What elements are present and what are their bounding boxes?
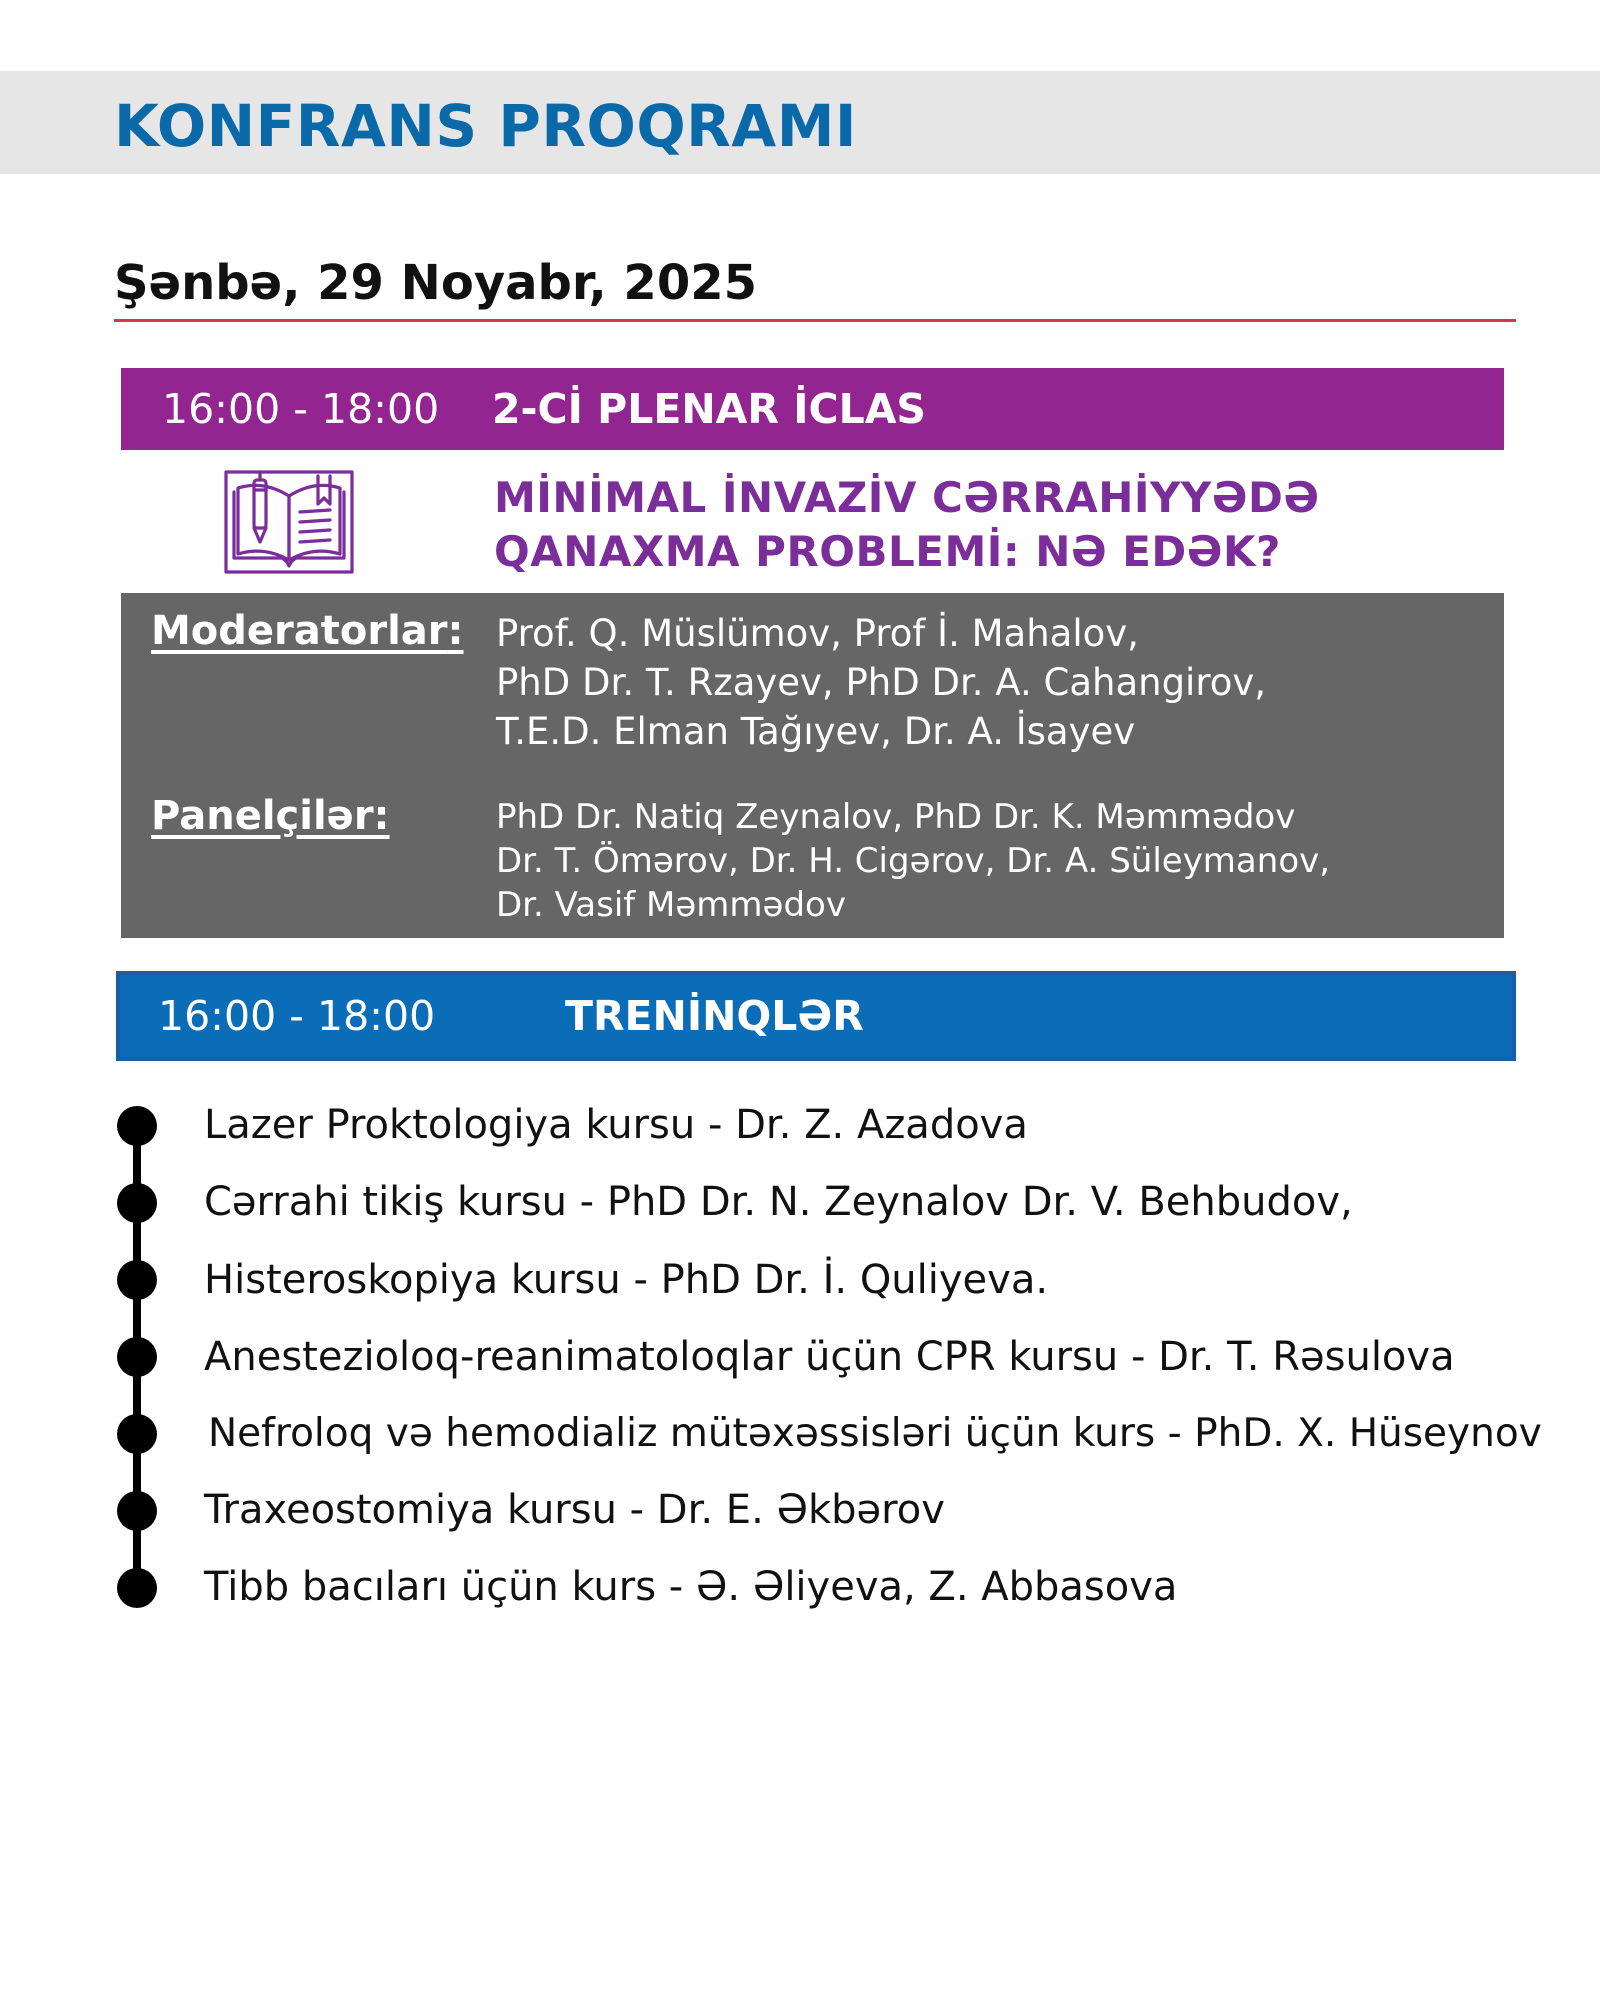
timeline-dot <box>117 1568 157 1608</box>
timeline-dot <box>117 1337 157 1377</box>
panelists-line-2: Dr. T. Ömərov, Dr. H. Cigərov, Dr. A. Süleymanov, <box>496 841 1331 881</box>
session-2-time: 16:00 - 18:00 <box>158 992 436 1040</box>
training-item: Traxeostomiya kursu - Dr. E. Əkbərov <box>204 1487 945 1533</box>
training-item: Nefroloq və hemodializ mütəxəssisləri üçün kurs - PhD. X. Hüseynov <box>208 1411 1542 1456</box>
panelists-label: Panelçilər: <box>151 793 390 839</box>
moderators-label <box>151 608 464 654</box>
moderators-label-colon: : <box>447 608 464 654</box>
training-item: Anestezioloq-reanimatoloqlar üçün CPR kursu - Dr. T. Rəsulova <box>204 1334 1455 1380</box>
open-book-pen-icon <box>224 470 354 574</box>
session-2-title: TRENİNQLƏR <box>565 992 864 1040</box>
session-1-title: 2-Cİ PLENAR İCLAS <box>492 385 926 433</box>
session-1-topic-line-1: MİNİMAL İNVAZİV CƏRRAHİYYƏDƏ <box>494 473 1320 522</box>
moderators-line-3: T.E.D. Elman Tağıyev, Dr. A. İsayev <box>496 710 1136 753</box>
session-1-time: 16:00 - 18:00 <box>162 385 440 433</box>
date-divider <box>114 319 1516 322</box>
timeline-dot <box>117 1414 157 1454</box>
training-item: Histeroskopiya kursu - PhD Dr. İ. Quliyeva. <box>204 1257 1049 1303</box>
training-item: Cərrahi tikiş kursu - PhD Dr. N. Zeynalov Dr. V. Behbudov, <box>204 1179 1353 1225</box>
moderators-line-1: Prof. Q. Müslümov, Prof İ. Mahalov, <box>496 612 1139 655</box>
timeline-dot <box>117 1491 157 1531</box>
timeline-dot <box>117 1106 157 1146</box>
training-item: Lazer Proktologiya kursu - Dr. Z. Azadova <box>204 1102 1028 1148</box>
timeline-dot <box>117 1260 157 1300</box>
timeline-dot <box>117 1183 157 1223</box>
moderators-label-text: Moderatorlar <box>151 608 448 654</box>
page-title: KONFRANS PROQRAMI <box>114 92 857 160</box>
panelists-line-1: PhD Dr. Natiq Zeynalov, PhD Dr. K. Məmmədov <box>496 797 1296 837</box>
session-1-topic-line-2: QANAXMA PROBLEMİ: NƏ EDƏK? <box>494 527 1281 576</box>
panelists-line-3: Dr. Vasif Məmmədov <box>496 885 846 925</box>
moderators-line-2: PhD Dr. T. Rzayev, PhD Dr. A. Cahangirov, <box>496 661 1267 704</box>
training-item: Tibb bacıları üçün kurs - Ə. Əliyeva, Z. Abbasova <box>204 1564 1178 1610</box>
event-date: Şənbə, 29 Noyabr, 2025 <box>114 255 758 311</box>
